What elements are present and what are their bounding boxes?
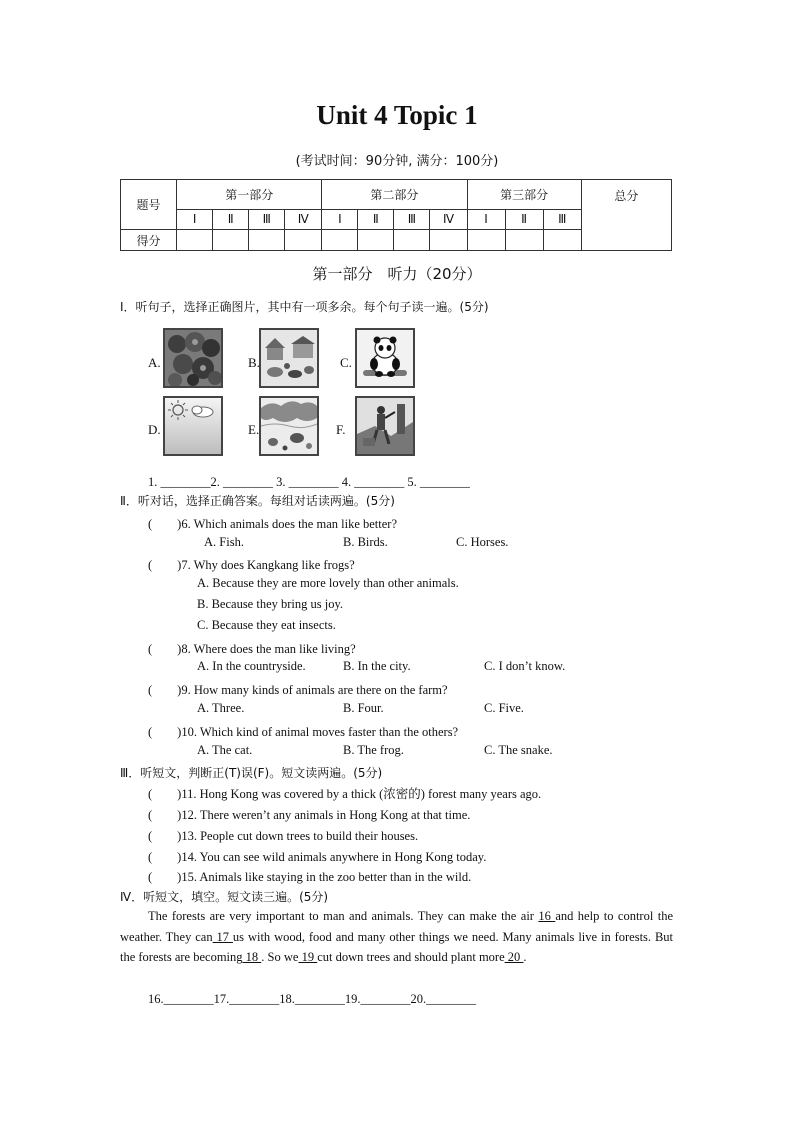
passage-text: us with wood, food and many other things we need. Many animals live in forests. But the forests are becoming [120, 929, 674, 965]
section-title: 第一部分 听力（20分） [312, 265, 482, 283]
panda-picture-icon [355, 328, 415, 388]
score-cell[interactable] [322, 230, 358, 251]
col-label: Ⅲ [249, 210, 285, 230]
score-cell[interactable] [249, 230, 285, 251]
passage-text: The forests are very important to man and animals. They can make the air [148, 909, 539, 923]
option-a[interactable]: A. Because they are more lovely than other animals. [197, 576, 459, 590]
question-10: ( )10. Which kind of animal moves faster than the others? [148, 725, 459, 739]
answer-blanks[interactable]: 1. ________2. ________ 3. ________ 4. ________ 5. ________ [148, 475, 470, 489]
statement-15: ( )15. Animals like staying in the zoo better than in the wild. [148, 870, 472, 884]
option-b[interactable]: B. Because they bring us joy. [197, 597, 344, 611]
statement-12: ( )12. There weren’t any animals in Hong Kong at that time. [148, 808, 471, 822]
passage-text: and help to control the weather. They can [120, 909, 673, 944]
option-b[interactable]: B. In the city. [343, 659, 411, 673]
pic-label: D. [148, 422, 161, 437]
option-b[interactable]: B. Four. [343, 701, 384, 715]
page-title: Unit 4 Topic 1 [316, 100, 478, 130]
option-b[interactable]: B. Birds. [343, 535, 388, 549]
option-a[interactable]: A. The cat. [197, 743, 253, 757]
statement-14: ( )14. You can see wild animals anywhere in Hong Kong today. [148, 850, 487, 864]
score-cell[interactable] [467, 230, 505, 251]
col-label: Ⅰ [467, 210, 505, 230]
option-c[interactable]: C. Horses. [456, 535, 509, 549]
col-label: Ⅲ [394, 210, 430, 230]
col-label: Ⅰ [177, 210, 213, 230]
score-cell[interactable] [505, 230, 543, 251]
part3-header: 第三部分 [467, 180, 581, 210]
option-a[interactable]: A. In the countryside. [197, 659, 306, 673]
option-c[interactable]: C. Five. [484, 701, 524, 715]
pic-label: E. [248, 422, 260, 437]
pic-label: B. [248, 355, 260, 370]
question-6: ( )6. Which animals does the man like better? [148, 517, 397, 531]
pic-label: F. [336, 422, 346, 437]
score-label: 得分 [121, 230, 177, 251]
pic-label: A. [148, 355, 161, 370]
score-cell[interactable] [430, 230, 467, 251]
col-label: Ⅲ [543, 210, 581, 230]
score-table [120, 179, 672, 251]
score-cell[interactable] [177, 230, 213, 251]
answer-blanks[interactable]: 16.________17.________18.________19.________20.________ [148, 992, 477, 1006]
total-header: 总分 [581, 180, 671, 251]
part1-header: 第一部分 [177, 180, 322, 210]
blank-16[interactable]: 16 [538, 909, 556, 923]
score-cell[interactable] [543, 230, 581, 251]
part4-heading: Ⅳ．听短文，填空。短文读三遍。(5分) [120, 890, 329, 904]
statement-13: ( )13. People cut down trees to build their houses. [148, 829, 419, 843]
part1-heading: Ⅰ．听句子，选择正确图片，其中有一项多余。每个句子读一遍。(5分) [120, 300, 489, 314]
picture-options [148, 328, 428, 463]
option-b[interactable]: B. The frog. [343, 743, 404, 757]
farm-animals-picture-icon [259, 328, 319, 388]
col-label: Ⅱ [358, 210, 394, 230]
exam-info: (考试时间：90分钟, 满分：100分) [295, 154, 499, 169]
col-label: Ⅳ [430, 210, 467, 230]
question-7: ( )7. Why does Kangkang like frogs? [148, 558, 355, 572]
passage-text: . So we [261, 950, 299, 965]
option-a[interactable]: A. Three. [197, 701, 245, 715]
sun-cloud-picture-icon [163, 396, 223, 456]
part3-heading: Ⅲ．听短文，判断正(T)误(F)。短文读两遍。(5分) [120, 766, 383, 780]
option-c[interactable]: C. The snake. [484, 743, 553, 757]
score-cell[interactable] [213, 230, 249, 251]
col-label: Ⅱ [213, 210, 249, 230]
col-label: Ⅱ [505, 210, 543, 230]
header-label: 题号 [121, 180, 177, 230]
passage-text: . [523, 950, 527, 965]
question-8: ( )8. Where does the man like living? [148, 642, 356, 656]
cloze-passage [120, 906, 673, 968]
score-cell[interactable] [394, 230, 430, 251]
blank-19[interactable]: 19 [298, 950, 318, 965]
option-c[interactable]: C. I don’t know. [484, 659, 566, 673]
score-cell[interactable] [285, 230, 322, 251]
col-label: Ⅰ [322, 210, 358, 230]
part2-heading: Ⅱ．听对话，选择正确答案。每组对话读两遍。(5分) [120, 494, 395, 508]
option-c[interactable]: C. Because they eat insects. [197, 618, 336, 632]
part2-header: 第二部分 [322, 180, 467, 210]
score-cell[interactable] [358, 230, 394, 251]
blank-18[interactable]: 18 [242, 950, 262, 965]
question-9: ( )9. How many kinds of animals are there on the farm? [148, 683, 448, 697]
blank-20[interactable]: 20 [504, 950, 524, 965]
flowers-picture-icon [163, 328, 223, 388]
blank-17[interactable]: 17 [212, 929, 233, 944]
passage-text: cut down trees and should plant more [317, 950, 505, 965]
option-a[interactable]: A. Fish. [204, 535, 244, 549]
woodcutter-picture-icon [355, 396, 415, 456]
pic-label: C. [340, 355, 352, 370]
col-label: Ⅳ [285, 210, 322, 230]
statement-11: ( )11. Hong Kong was covered by a thick (浓密的) forest many years ago. [148, 787, 542, 801]
forest-animals-picture-icon [259, 396, 319, 456]
